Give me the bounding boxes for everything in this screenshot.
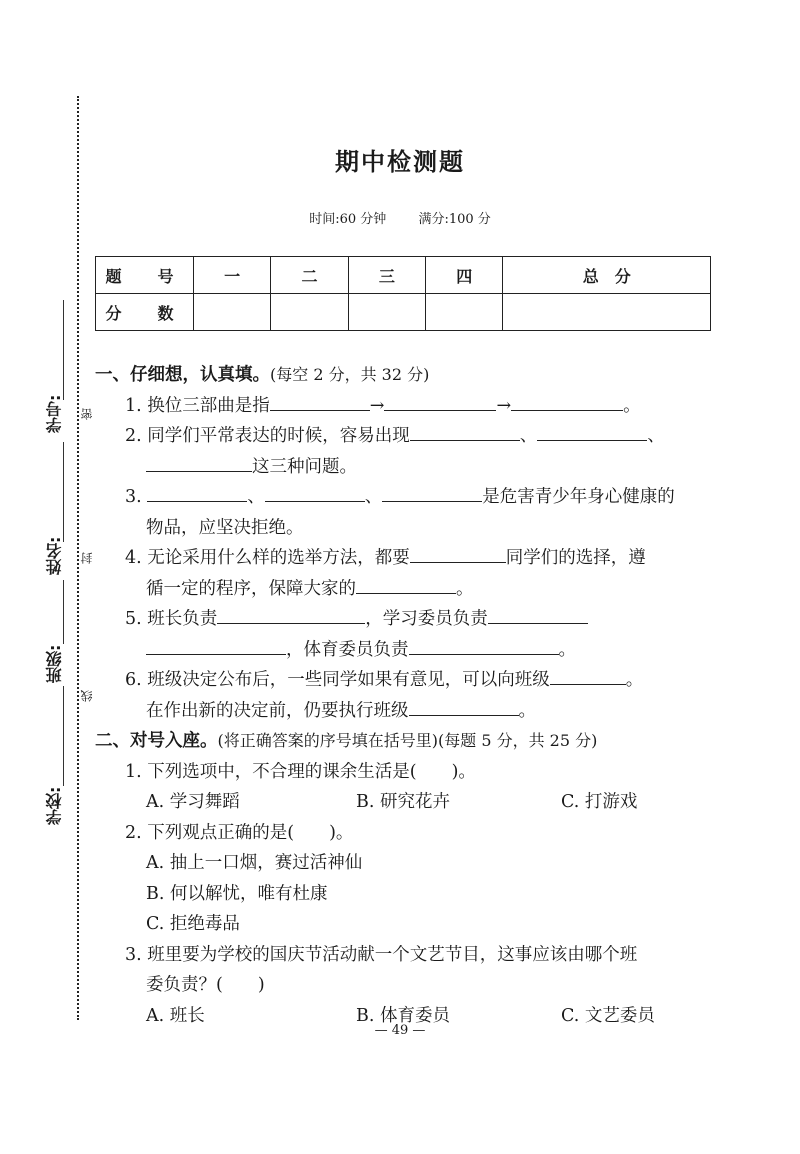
option-c[interactable]: C. 打游戏 xyxy=(561,792,638,812)
binding-dotted-line xyxy=(77,96,79,1020)
question-text: 3. xyxy=(125,487,142,507)
question-text: 循一定的程序，保障大家的 xyxy=(146,578,356,599)
class-label: 班级: xyxy=(45,644,64,684)
question-1-4-cont xyxy=(95,574,725,605)
question-2-3: 3. 班里要为学校的国庆节活动献一个文艺节目，这事应该由哪个班 xyxy=(125,944,638,965)
answer-blank[interactable] xyxy=(147,483,247,502)
question-text: 同学们的选择，遵 xyxy=(505,548,646,568)
score-table-cell: 三 xyxy=(348,257,425,294)
question-1-6 xyxy=(95,665,725,696)
answer-blank[interactable] xyxy=(488,605,588,624)
question-1-3 xyxy=(95,482,725,513)
arrow: → xyxy=(369,395,385,416)
section-1-heading xyxy=(95,360,725,391)
punct: 、 xyxy=(364,487,383,507)
school-label: 学校: xyxy=(45,786,64,826)
full-score: 满分:100 分 xyxy=(418,212,491,227)
score-table xyxy=(95,256,711,331)
section-1-note: (每空 2 分，共 32 分) xyxy=(270,365,430,384)
answer-blank[interactable] xyxy=(537,422,647,441)
class-blank xyxy=(63,580,64,644)
school-blank xyxy=(63,686,64,786)
punct: 、 xyxy=(647,426,665,446)
score-entry-cell[interactable] xyxy=(271,294,348,331)
punct: 、 xyxy=(247,487,265,507)
time-limit: 时间:60 分钟 xyxy=(309,212,387,227)
punct: 。 xyxy=(625,670,644,690)
exam-meta xyxy=(0,208,800,227)
punct: 。 xyxy=(623,395,641,416)
answer-blank[interactable] xyxy=(265,483,365,502)
answer-blank[interactable] xyxy=(146,636,286,655)
question-1-3-cont: 物品，应坚决拒绝。 xyxy=(146,517,304,538)
page-title: 期中检测题 xyxy=(335,148,465,176)
answer-blank[interactable] xyxy=(511,392,623,411)
question-2-2: 2. 下列观点正确的是( )。 xyxy=(125,822,354,843)
answer-blank[interactable] xyxy=(146,453,252,472)
answer-blank[interactable] xyxy=(356,575,456,594)
score-table-cell: 题 号 xyxy=(96,257,194,294)
score-table-score-row xyxy=(96,294,711,331)
score-entry-cell[interactable] xyxy=(503,294,711,331)
option-b[interactable]: B. 研究花卉 xyxy=(356,792,450,812)
question-text: 5. 班长负责 xyxy=(125,609,218,629)
answer-blank[interactable] xyxy=(217,605,365,624)
student-id-label: 学号: xyxy=(45,394,64,434)
question-text: ，体育委员负责 xyxy=(286,639,409,660)
punct: 。 xyxy=(456,578,474,599)
question-2-3-cont: 委负责？( ) xyxy=(146,975,265,995)
cut-mark-mi: 密 xyxy=(80,408,94,420)
score-table-cell: 分 数 xyxy=(96,294,194,331)
question-1-6-cont xyxy=(95,696,725,727)
question-text: 是危害青少年身心健康的 xyxy=(482,487,675,507)
punct: 。 xyxy=(558,639,576,660)
option-c[interactable]: C. 拒绝毒品 xyxy=(146,914,240,934)
answer-blank[interactable] xyxy=(382,483,482,502)
question-1-2-cont xyxy=(95,452,725,483)
question-1-4 xyxy=(95,543,725,574)
option-c[interactable]: C. 文艺委员 xyxy=(561,1005,655,1026)
question-text: 在作出新的决定前，仍要执行班级 xyxy=(146,700,409,721)
answer-blank[interactable] xyxy=(409,636,559,655)
answer-blank[interactable] xyxy=(409,697,519,716)
section-2-note: (将正确答案的序号填在括号里)(每题 5 分，共 25 分) xyxy=(217,731,598,750)
score-table-cell: 四 xyxy=(426,257,503,294)
score-table-cell: 总 分 xyxy=(503,257,711,294)
question-1-1 xyxy=(95,391,725,422)
score-entry-cell[interactable] xyxy=(348,294,425,331)
score-table-cell: 二 xyxy=(271,257,348,294)
name-blank xyxy=(63,442,64,542)
question-1-5-cont xyxy=(95,635,725,666)
arrow: → xyxy=(496,395,512,416)
question-1-2 xyxy=(95,421,725,452)
question-text: 这三种问题。 xyxy=(252,456,357,477)
answer-blank[interactable] xyxy=(384,392,496,411)
option-a[interactable]: A. 班长 xyxy=(146,1005,205,1026)
name-label: 姓名: xyxy=(45,536,64,576)
option-a[interactable]: A. 抽上一口烟，赛过活神仙 xyxy=(146,853,363,873)
question-2-1: 1. 下列选项中，不合理的课余生活是( )。 xyxy=(125,761,476,782)
option-b[interactable]: B. 体育委员 xyxy=(356,1005,450,1026)
question-text: 6. 班级决定公布后，一些同学如果有意见，可以向班级 xyxy=(125,670,550,690)
option-a[interactable]: A. 学习舞蹈 xyxy=(146,792,240,812)
score-entry-cell[interactable] xyxy=(426,294,503,331)
answer-blank[interactable] xyxy=(550,666,626,685)
answer-blank[interactable] xyxy=(270,392,370,411)
question-text: 1. 换位三部曲是指 xyxy=(125,395,270,416)
answer-blank[interactable] xyxy=(410,422,520,441)
score-entry-cell[interactable] xyxy=(194,294,271,331)
option-b[interactable]: B. 何以解忧，唯有杜康 xyxy=(146,883,328,904)
section-1-title: 一、仔细想，认真填。 xyxy=(95,365,270,385)
score-table-header-row xyxy=(96,257,711,294)
punct: 。 xyxy=(518,700,536,721)
question-text: 4. 无论采用什么样的选举方法，都要 xyxy=(125,548,410,568)
question-text: 2. 同学们平常表达的时候，容易出现 xyxy=(125,426,410,446)
cut-mark-xian: 线 xyxy=(80,690,94,702)
cut-mark-feng: 封 xyxy=(80,552,94,564)
student-id-blank xyxy=(63,300,64,400)
page-number: — 49 — xyxy=(374,1023,426,1038)
answer-blank[interactable] xyxy=(410,544,506,563)
question-2-1-options xyxy=(95,787,725,818)
section-2-title: 二、对号入座。 xyxy=(95,731,218,751)
question-1-5 xyxy=(95,604,725,635)
question-text: ，学习委员负责 xyxy=(365,609,488,629)
section-2-heading xyxy=(95,726,725,757)
question-content xyxy=(95,360,725,1031)
punct: 、 xyxy=(519,426,538,446)
score-table-cell: 一 xyxy=(194,257,271,294)
